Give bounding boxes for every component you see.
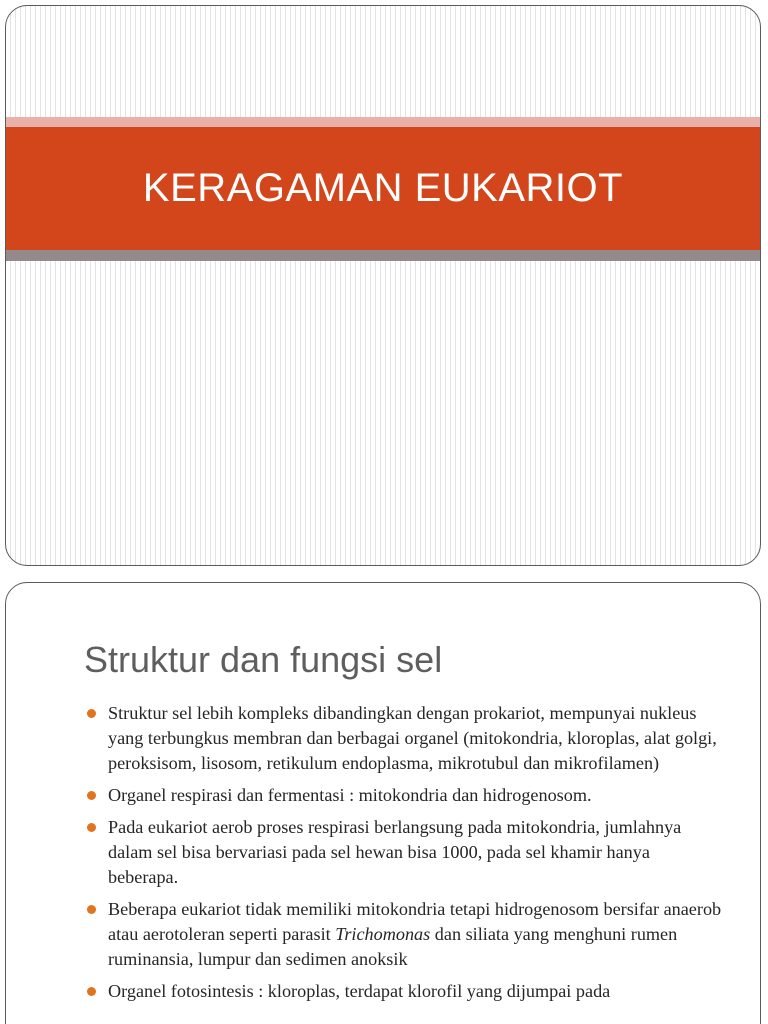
slide-title: KERAGAMAN EUKARIOT (142, 166, 624, 210)
bullet-dot-icon (87, 709, 96, 718)
title-band-bottom-stripe (6, 250, 760, 261)
bullet-item (84, 979, 724, 1004)
bullet-item (84, 897, 724, 972)
species-name: Trichomonas (335, 924, 431, 944)
bullet-item (84, 783, 724, 808)
bullet-dot-icon (87, 987, 96, 996)
bullet-text: Pada eukariot aerob proses respirasi berlangsung pada mitokondria, jumlahnya dalam sel bisa bervariasi pada sel hewan bisa 1000, pada sel khamir hanya beberapa. (108, 817, 682, 887)
bullet-item (84, 815, 724, 890)
title-band (6, 127, 760, 250)
title-band-top-stripe (6, 117, 760, 127)
title-slide (5, 5, 761, 566)
bullet-list (84, 701, 724, 1011)
bullet-text: Struktur sel lebih kompleks dibandingkan dengan prokariot, mempunyai nukleus yang terbungkus membran dan berbagai organel (mitokondria, kloroplas, alat golgi, peroksisom, lisosom, retikulum endoplasma, mikrotubul dan mikrofilamen) (108, 703, 717, 773)
bullet-text: Organel fotosintesis : kloroplas, terdapat klorofil yang dijumpai pada (108, 981, 611, 1001)
bullet-dot-icon (87, 823, 96, 832)
bullet-dot-icon (87, 791, 96, 800)
bullet-text: Organel respirasi dan fermentasi : mitokondria dan hidrogenosom. (108, 785, 592, 805)
content-slide (5, 582, 761, 1024)
bullet-item (84, 701, 724, 776)
slide-heading: Struktur dan fungsi sel (84, 639, 443, 680)
bullet-dot-icon (87, 905, 96, 914)
bullet-text-end: dan siliata yang menghuni rumen ruminansia, lumpur dan sedimen anoksik (108, 924, 678, 969)
bullet-text-start: Beberapa eukariot tidak memiliki mitokondria tetapi hidrogenosom bersifar anaerob atau aerotoleran seperti parasit (108, 899, 722, 944)
